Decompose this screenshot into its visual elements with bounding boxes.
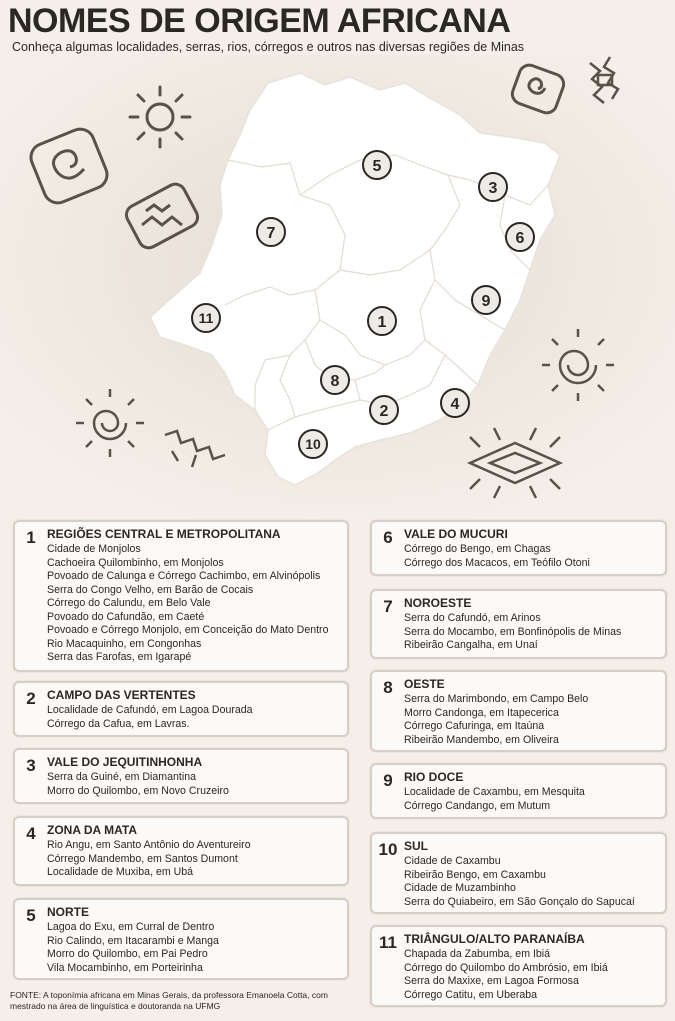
- region-title: OESTE: [404, 677, 445, 691]
- region-items: [404, 786, 585, 813]
- list-item: Serra do Quiabeiro, em São Gonçalo do Sapucaí: [404, 895, 635, 908]
- region-items: [404, 855, 635, 909]
- list-item: Córrego dos Macacos, em Teófilo Otoni: [404, 556, 590, 569]
- region-card-7: [370, 589, 667, 659]
- list-item: Córrego Candango, em Mutum: [404, 799, 551, 812]
- list-item: Rio Macaquinho, em Congonhas: [47, 637, 202, 650]
- region-number: 7: [383, 597, 393, 616]
- list-item: Lagoa do Exu, em Curral de Dentro: [47, 921, 215, 933]
- region-title: VALE DO JEQUITINHONHA: [47, 755, 203, 769]
- list-item: Serra do Marimbondo, em Campo Belo: [404, 693, 589, 705]
- region-number: 10: [378, 840, 398, 859]
- page-title: NOMES DE ORIGEM AFRICANA: [8, 2, 511, 40]
- map-svg: [0, 55, 675, 515]
- list-item: Ribeirão Cangalha, em Unaí: [404, 639, 538, 651]
- badge-10: [299, 430, 327, 458]
- svg-text:5: 5: [372, 158, 382, 175]
- region-number: 6: [383, 528, 393, 547]
- list-item: Povoado de Calunga e Córrego Cachimbo, em Alvinópolis: [47, 570, 321, 582]
- region-card-1: [13, 520, 349, 672]
- svg-text:6: 6: [515, 230, 525, 247]
- region-card-5: [13, 898, 349, 980]
- badge-11: [192, 304, 220, 332]
- region-items: [404, 948, 608, 1002]
- region-title: ZONA DA MATA: [47, 823, 137, 837]
- region-number: 5: [26, 906, 36, 925]
- region-number: 2: [26, 689, 36, 708]
- list-item: Rio Calindo, em Itacarambi e Manga: [47, 934, 219, 947]
- region-card-8: [370, 670, 667, 752]
- region-number: 1: [26, 528, 36, 547]
- list-item: Chapada da Zabumba, em Ibiá: [404, 948, 551, 960]
- region-items: [47, 839, 251, 880]
- list-item: Córrego do Bengo, em Chagas: [404, 543, 551, 555]
- list-item: Localidade de Muxiba, em Ubá: [47, 866, 194, 878]
- list-item: Povoado do Cafundão, em Caeté: [47, 610, 205, 623]
- region-card-3: [13, 748, 349, 804]
- list-item: Cidade de Muzambinho: [404, 882, 516, 894]
- list-item: Serra da Guiné, em Diamantina: [47, 771, 196, 783]
- list-item: Córrego da Cafua, em Lavras.: [47, 717, 190, 730]
- svg-text:10: 10: [305, 436, 321, 452]
- list-item: Vila Mocambinho, em Porteirinha: [47, 961, 203, 974]
- badge-7: [257, 218, 285, 246]
- region-card-9: [370, 763, 667, 819]
- list-item: Morro do Quilombo, em Pai Pedro: [47, 948, 208, 960]
- svg-text:7: 7: [266, 225, 276, 242]
- region-card-11: [370, 925, 667, 1007]
- svg-text:2: 2: [379, 403, 389, 420]
- list-item: Serra do Congo Velho, em Barão de Cocais: [47, 583, 254, 596]
- list-item: Córrego Mandembo, em Santos Dumont: [47, 852, 238, 865]
- list-item: Morro Candonga, em Itapecerica: [404, 706, 559, 719]
- badge-6: [506, 223, 534, 251]
- region-items: [47, 921, 219, 975]
- region-title: NOROESTE: [404, 596, 472, 610]
- region-items: [47, 704, 253, 731]
- list-item: Serra do Maxixe, em Lagoa Formosa: [404, 975, 579, 987]
- list-item: Povoado e Córrego Monjolo, em Conceição do Mato Dentro: [47, 624, 329, 636]
- svg-text:9: 9: [481, 293, 491, 310]
- region-title: SUL: [404, 839, 428, 853]
- region-card-4: [13, 816, 349, 886]
- region-title: VALE DO MUCURI: [404, 527, 508, 541]
- region-title: TRIÂNGULO/ALTO PARANAÍBA: [404, 932, 585, 946]
- badge-1: [368, 307, 396, 335]
- list-item: Serra do Cafundó, em Arinos: [404, 612, 541, 624]
- region-items: [404, 543, 590, 570]
- svg-text:3: 3: [488, 180, 498, 197]
- region-card-10: [370, 832, 667, 914]
- region-title: RIO DOCE: [404, 770, 464, 784]
- region-items: [47, 771, 229, 798]
- region-number: 11: [379, 933, 397, 952]
- source-note: FONTE: A toponímia africana em Minas Gerais, da professora Emanoela Cotta, com mestrado na área de linguística e doutoranda na UFMG: [10, 990, 328, 1011]
- list-item: Córrego do Quilombo do Ambrósio, em Ibiá: [404, 961, 608, 974]
- list-item: Ribeirão Bengo, em Caxambu: [404, 868, 546, 881]
- list-item: Serra das Farofas, em Igarapé: [47, 651, 192, 663]
- list-item: Cidade de Monjolos: [47, 543, 141, 555]
- list-item: Córrego do Calundu, em Belo Vale: [47, 597, 211, 609]
- region-number: 8: [383, 678, 393, 697]
- region-title: REGIÕES CENTRAL E METROPOLITANA: [47, 527, 281, 541]
- badge-5: [363, 151, 391, 179]
- list-item: Ribeirão Mandembo, em Oliveira: [404, 733, 559, 746]
- region-items: [404, 693, 588, 747]
- list-item: Cachoeira Quilombinho, em Monjolos: [47, 556, 224, 569]
- badge-8: [321, 366, 349, 394]
- region-number: 4: [26, 824, 36, 843]
- list-item: Serra do Mocambo, em Bonfinópolis de Minas: [404, 625, 622, 638]
- region-items: [404, 612, 621, 653]
- svg-text:11: 11: [198, 310, 214, 326]
- region-card-6: [370, 520, 667, 576]
- list-item: Localidade de Caxambu, em Mesquita: [404, 786, 585, 798]
- list-item: Localidade de Cafundó, em Lagoa Dourada: [47, 704, 253, 716]
- region-card-2: [13, 681, 349, 737]
- svg-text:4: 4: [450, 396, 460, 413]
- badge-4: [441, 389, 469, 417]
- list-item: Córrego Cafuringa, em Itaúna: [404, 720, 545, 732]
- region-number: 9: [383, 771, 393, 790]
- list-item: Morro do Quilombo, em Novo Cruzeiro: [47, 784, 229, 797]
- region-items: [47, 543, 328, 665]
- list-item: Rio Angu, em Santo Antônio do Aventureiro: [47, 839, 251, 851]
- list-item: Córrego Catitu, em Uberaba: [404, 988, 538, 1001]
- list-item: Cidade de Caxambu: [404, 855, 501, 867]
- minas-gerais-map: [0, 55, 675, 515]
- region-title: NORTE: [47, 905, 89, 919]
- page-subtitle: Conheça algumas localidades, serras, rios, córregos e outros nas diversas regiões de Minas: [12, 40, 525, 54]
- svg-text:1: 1: [377, 314, 387, 331]
- badge-2: [370, 396, 398, 424]
- region-number: 3: [26, 756, 36, 775]
- badge-3: [479, 173, 507, 201]
- badge-9: [472, 286, 500, 314]
- svg-text:8: 8: [330, 373, 340, 390]
- region-title: CAMPO DAS VERTENTES: [47, 688, 196, 702]
